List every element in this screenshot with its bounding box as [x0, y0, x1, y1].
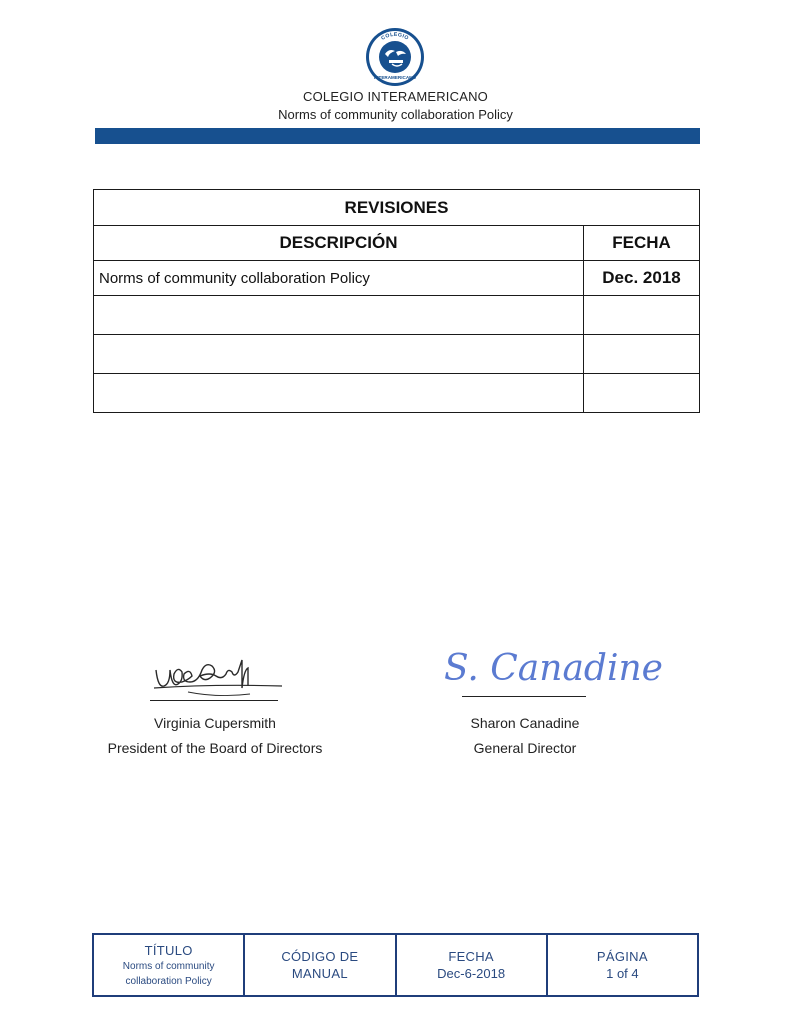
signatory-role-director: General Director — [473, 740, 577, 756]
revision-description — [94, 374, 584, 413]
footer-page-cell — [547, 934, 698, 996]
revision-description — [94, 335, 584, 374]
column-header-description: DESCRIPCIÓN — [94, 226, 584, 261]
revisions-title: REVISIONES — [94, 190, 700, 226]
revision-date — [584, 335, 700, 374]
table-row — [94, 335, 700, 374]
footer-date-value: Dec-6-2018 — [437, 966, 506, 981]
revision-date — [584, 374, 700, 413]
footer-page-value: 1 of 4 — [606, 966, 639, 981]
svg-text:INTERAMERICANO: INTERAMERICANO — [373, 75, 417, 80]
footer-title-value: Norms of community collaboration Policy — [122, 960, 215, 987]
header-divider-bar — [95, 128, 700, 144]
signature-director — [440, 640, 663, 695]
svg-text:S. Canadine: S. Canadine — [444, 648, 663, 689]
revision-description — [94, 296, 584, 335]
footer-code-label: CÓDIGO DE MANUAL — [281, 949, 359, 981]
column-header-date: FECHA — [584, 226, 700, 261]
policy-subtitle: Norms of community collaboration Policy — [278, 107, 513, 122]
revision-date: Dec. 2018 — [584, 261, 700, 296]
footer-code-cell — [244, 934, 395, 996]
school-logo — [365, 27, 425, 87]
signature-line-president — [150, 700, 278, 701]
document-footer — [92, 933, 699, 997]
signature-president — [148, 648, 288, 708]
signatory-name-president: Virginia Cupersmith — [154, 715, 276, 731]
footer-title-cell — [93, 934, 244, 996]
footer-page-label: PÁGINA — [596, 949, 648, 964]
table-row — [94, 296, 700, 335]
svg-text:COLEGIO: COLEGIO — [380, 31, 410, 42]
signatory-name-director: Sharon Canadine — [470, 715, 580, 731]
signature-line-director — [462, 696, 586, 697]
revision-description: Norms of community collaboration Policy — [94, 261, 584, 296]
revisions-table — [93, 189, 700, 413]
school-name: COLEGIO INTERAMERICANO — [303, 89, 488, 104]
revision-date — [584, 296, 700, 335]
signatory-role-president: President of the Board of Directors — [107, 740, 323, 756]
table-row — [94, 261, 700, 296]
footer-date-label: FECHA — [448, 949, 494, 964]
table-row — [94, 374, 700, 413]
footer-title-label: TÍTULO — [144, 942, 193, 958]
footer-date-cell — [396, 934, 547, 996]
